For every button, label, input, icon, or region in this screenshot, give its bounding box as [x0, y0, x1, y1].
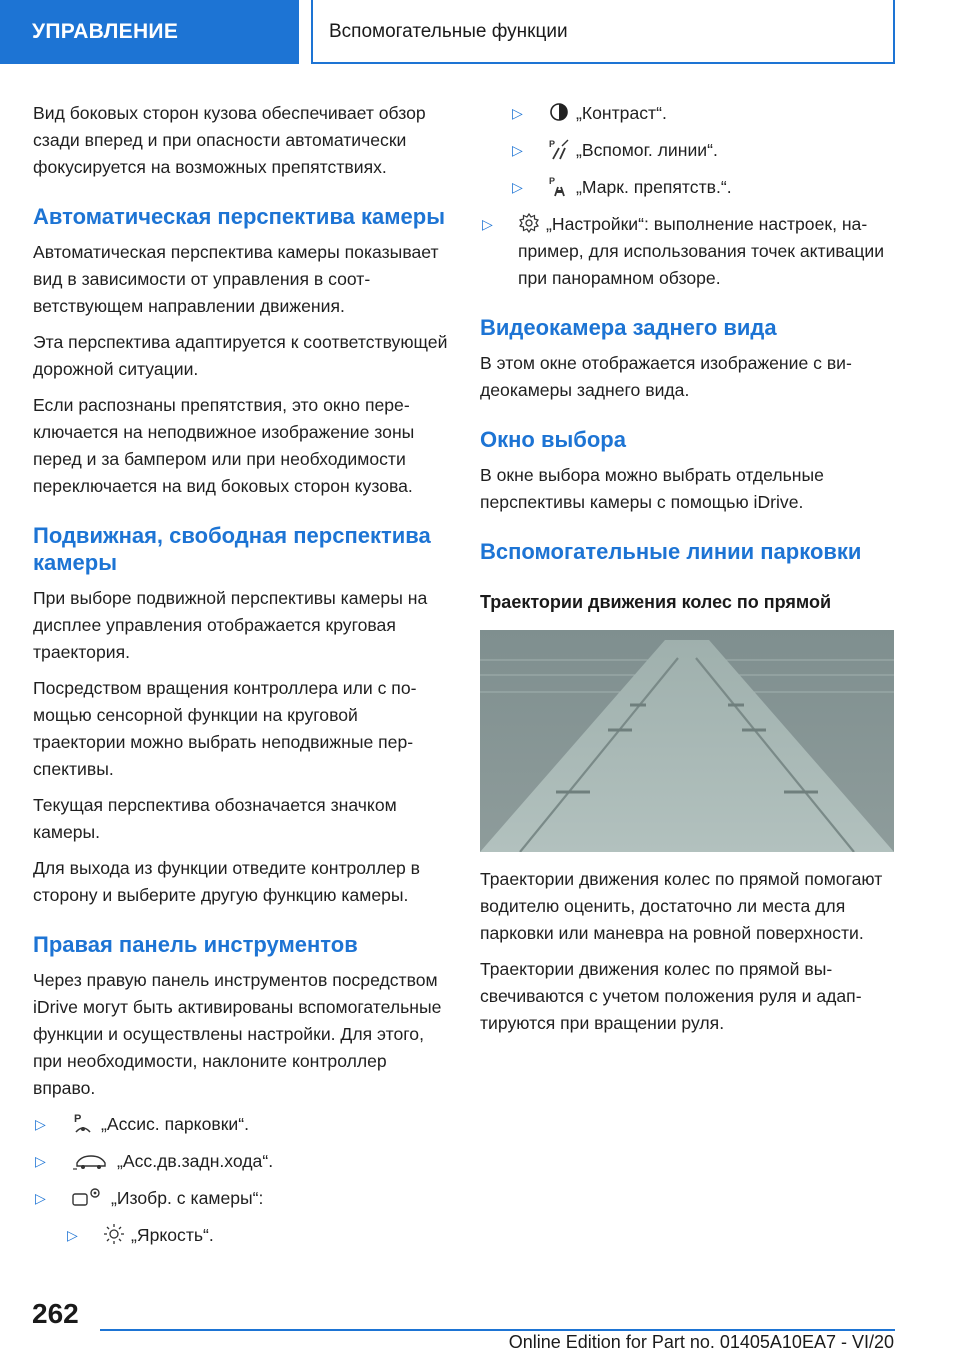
svg-text:P: P — [549, 176, 556, 186]
paragraph: Эта перспектива адаптируется к соответствующей дорожной ситуации. — [33, 332, 448, 379]
camera-settings-icon — [71, 1186, 105, 1208]
section-tab: УПРАВЛЕНИЕ — [0, 0, 299, 64]
bullet-arrow-icon: ▷ — [35, 1190, 46, 1206]
bullet-arrow-icon: ▷ — [67, 1227, 78, 1243]
paragraph: В окне выбора можно выбрать отдельные перспективы камеры с помощью iDrive. — [480, 465, 824, 512]
paragraph: При выборе подвижной перспективы камеры на дисплее управления отображается круговая траектория. — [33, 588, 428, 662]
bullet-arrow-icon: ▷ — [35, 1153, 46, 1169]
list-item: ▷ „Изобр. с камеры“: — [33, 1185, 448, 1212]
gear-icon — [518, 212, 540, 234]
subheading-trajectories: Траектории движения колес по прямой — [480, 592, 832, 612]
paragraph: Если распознаны препятствия, это окно переключается на неподвижное изображение зоны перед и за бампером или при необходимости переключается на вид боковых сторон кузова. — [33, 395, 415, 496]
obstacle-marking-icon — [548, 175, 570, 197]
chapter-title: Вспомогательные функции — [311, 0, 895, 64]
list-item: ▷ „Асс.дв.задн.хода“. — [33, 1148, 448, 1175]
svg-text:P: P — [549, 139, 556, 149]
brightness-icon — [103, 1223, 125, 1245]
bullet-arrow-icon: ▷ — [512, 179, 523, 195]
heading-free-perspective: Подвижная, свободная перспектива камеры — [33, 523, 431, 575]
parking-assist-icon — [71, 1112, 95, 1134]
list-item: ▷ „Настройки“: выполнение настроек, например, для использования точек активации при панорамном обзоре. — [480, 211, 898, 292]
svg-text:P: P — [74, 1113, 82, 1125]
page-number: 262 — [32, 1298, 79, 1329]
heading-auto-perspective: Автоматическая перспектива камеры — [33, 204, 446, 229]
right-column — [480, 100, 898, 1046]
paragraph: В этом окне отображается изображение с видеокамеры заднего вида. — [480, 353, 852, 400]
reversing-assist-icon — [71, 1153, 111, 1171]
contrast-icon — [548, 101, 570, 123]
paragraph: Траектории движения колес по прямой высвечиваются с учетом положения руля и адаптируются при вращении руля. — [480, 959, 862, 1033]
list-item: ▷ P „Ассис. парковки“. — [33, 1111, 448, 1138]
footer-divider — [100, 1329, 895, 1331]
bullet-arrow-icon: ▷ — [482, 216, 493, 232]
list-item: ▷ „Контраст“. — [510, 100, 898, 127]
list-item: ▷ P „Вспомог. линии“. — [510, 137, 898, 164]
heading-right-panel: Правая панель инструментов — [33, 932, 358, 957]
heading-parking-lines: Вспомогательные линии парковки — [480, 539, 862, 564]
heading-rear-camera: Видеокамера заднего вида — [480, 315, 777, 340]
bullet-arrow-icon: ▷ — [35, 1116, 46, 1132]
trajectory-illustration — [480, 630, 894, 852]
paragraph: Текущая перспектива обозначается значком камеры. — [33, 795, 397, 842]
heading-selection-window: Окно выбора — [480, 427, 626, 452]
bullet-arrow-icon: ▷ — [512, 142, 523, 158]
list-item: ▷ „Яркость“. — [65, 1222, 448, 1249]
paragraph: Для выхода из функции отведите контроллер в сторону и выберите другую функцию камеры. — [33, 858, 421, 905]
left-column — [33, 100, 448, 1259]
bullet-arrow-icon: ▷ — [512, 105, 523, 121]
paragraph: Автоматическая перспектива камеры показывает вид в зависимости от управления в соответствующем направлении движения. — [33, 242, 439, 316]
guide-lines-icon — [548, 138, 570, 160]
edition-note: Online Edition for Part no. 01405A10EA7 - VI/20 — [508, 1332, 894, 1352]
intro-paragraph: Вид боковых сторон кузова обеспечивает обзор сзади вперед и при опасности автоматически фокусируется на возможных препятствиях. — [33, 103, 426, 177]
list-item: ▷ P „Марк. препятств.“. — [510, 174, 898, 201]
paragraph: Посредством вращения контроллера или с помощью сенсорной функции на круговой траектории можно выбрать неподвижные перспективы. — [33, 678, 417, 779]
paragraph: Траектории движения колес по прямой помогают водителю оценить, достаточно ли места для парковки или маневра на ровной поверхности. — [480, 869, 883, 943]
paragraph: Через правую панель инструментов посредством iDrive могут быть активированы вспомогательные функции и осуществлены настройки. Для этого, при необходимости, наклоните контроллер вправо. — [33, 970, 442, 1098]
